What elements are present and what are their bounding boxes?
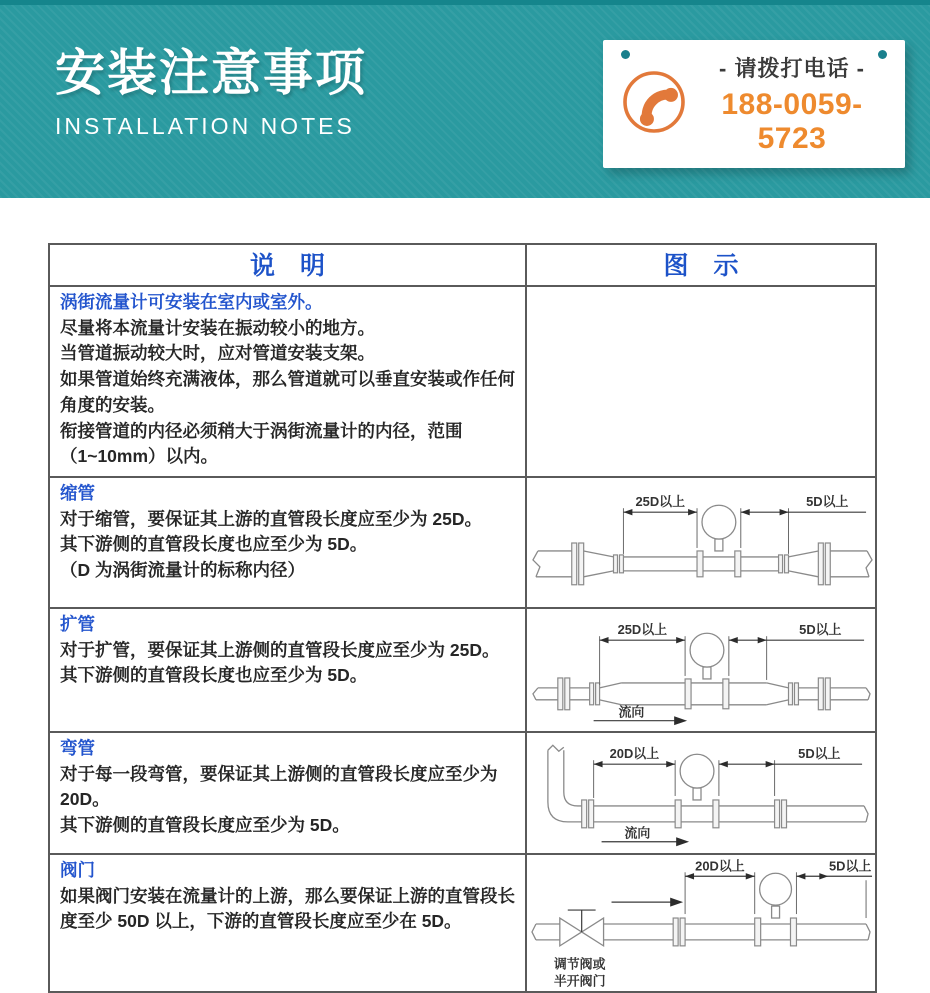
note-heading: 涡街流量计可安装在室内或室外。 [60, 292, 323, 312]
note-line: 如果管道始终充满液体，那么管道就可以垂直安装或作任何角度的安装。 [60, 369, 515, 415]
dim-upstream-label: 20D以上 [695, 858, 745, 874]
dim-downstream-label: 5D以上 [806, 493, 849, 509]
reducer-diagram-cell [526, 477, 876, 608]
note-line: 当管道振动较大时，应对管道安装支架。 [60, 343, 375, 364]
dim-upstream-label: 25D以上 [617, 622, 668, 638]
dim-downstream-label: 5D以上 [828, 858, 872, 874]
valve-diagram-cell [526, 854, 876, 992]
valve-type-label-line1: 调节阀或 [553, 956, 606, 972]
note-line: 如果阀门安装在流量计的上游，那么要保证上游的直管段长度至少 50D 以上，下游的直管段长度应至少在 5D。 [60, 885, 515, 932]
reducer-notes-cell [49, 477, 526, 608]
pin-dot-right [878, 50, 887, 59]
note-line: 对于扩管，要保证其上游侧的直管段长度应至少为 25D。 [60, 639, 500, 660]
note-heading: 缩管 [60, 483, 95, 504]
note-heading: 阀门 [60, 860, 95, 881]
col-header-description: 说 明 [49, 244, 526, 286]
dim-upstream-label: 25D以上 [635, 493, 685, 509]
general-notes-cell [49, 286, 526, 477]
note-line: 其下游侧的直管段长度也应至少为 5D。 [60, 534, 368, 555]
phone-number: 188-0059-5723 [721, 88, 863, 155]
note-line: 对于每一段弯管，要保证其上游侧的直管段长度应至少为 20D。 [60, 763, 498, 810]
page-subtitle: INSTALLATION NOTES [55, 113, 355, 139]
valve-type-label-line2: 半开阀门 [553, 973, 606, 989]
table-row-expander [49, 608, 876, 732]
page-banner [0, 0, 930, 198]
flow-direction-label: 流向 [624, 825, 651, 841]
elbow-notes-cell [49, 732, 526, 854]
expander-diagram-cell [526, 608, 876, 732]
phone-icon [619, 67, 689, 142]
phone-text [689, 52, 895, 156]
pin-dot-left [621, 50, 630, 59]
note-line: 其下游侧的直管段长度也应至少为 5D。 [60, 665, 368, 686]
table-row-general [49, 286, 876, 477]
table-row-elbow [49, 732, 876, 854]
expander-pipe-diagram [528, 610, 876, 730]
reducer-pipe-diagram [528, 482, 876, 604]
note-heading: 扩管 [60, 614, 95, 635]
phone-card [603, 40, 905, 168]
note-line: 衔接管道的内径必须稍大于涡街流量计的内径，范围（1~10mm）以内。 [60, 420, 463, 467]
table-row-reducer [49, 477, 876, 608]
note-line: 其下游侧的直管段长度应至少为 5D。 [60, 815, 350, 836]
expander-notes-cell [49, 608, 526, 732]
note-line: 对于缩管，要保证其上游的直管段长度应至少为 25D。 [60, 508, 482, 529]
note-heading: 弯管 [60, 738, 95, 759]
note-line: 尽量将本流量计安装在振动较小的地方。 [60, 317, 375, 338]
elbow-pipe-diagram [528, 734, 876, 852]
note-line: （D 为涡街流量计的标称内径） [60, 560, 305, 581]
title-block [55, 46, 367, 140]
valve-pipe-diagram [528, 856, 876, 990]
col-header-diagram: 图 示 [526, 244, 876, 286]
dim-downstream-label: 5D以上 [799, 622, 842, 638]
table-header-row [49, 244, 876, 286]
table-row-valve [49, 854, 876, 992]
page-title: 安装注意事项 [55, 45, 367, 101]
phone-label: - 请拨打电话 - [719, 56, 865, 81]
notes-table-wrap [48, 243, 930, 993]
general-diagram-cell-empty [526, 286, 876, 477]
valve-notes-cell [49, 854, 526, 992]
notes-table [48, 243, 877, 993]
elbow-diagram-cell [526, 732, 876, 854]
dim-downstream-label: 5D以上 [798, 746, 841, 762]
dim-upstream-label: 20D以上 [609, 746, 660, 762]
flow-direction-label: 流向 [618, 704, 645, 720]
